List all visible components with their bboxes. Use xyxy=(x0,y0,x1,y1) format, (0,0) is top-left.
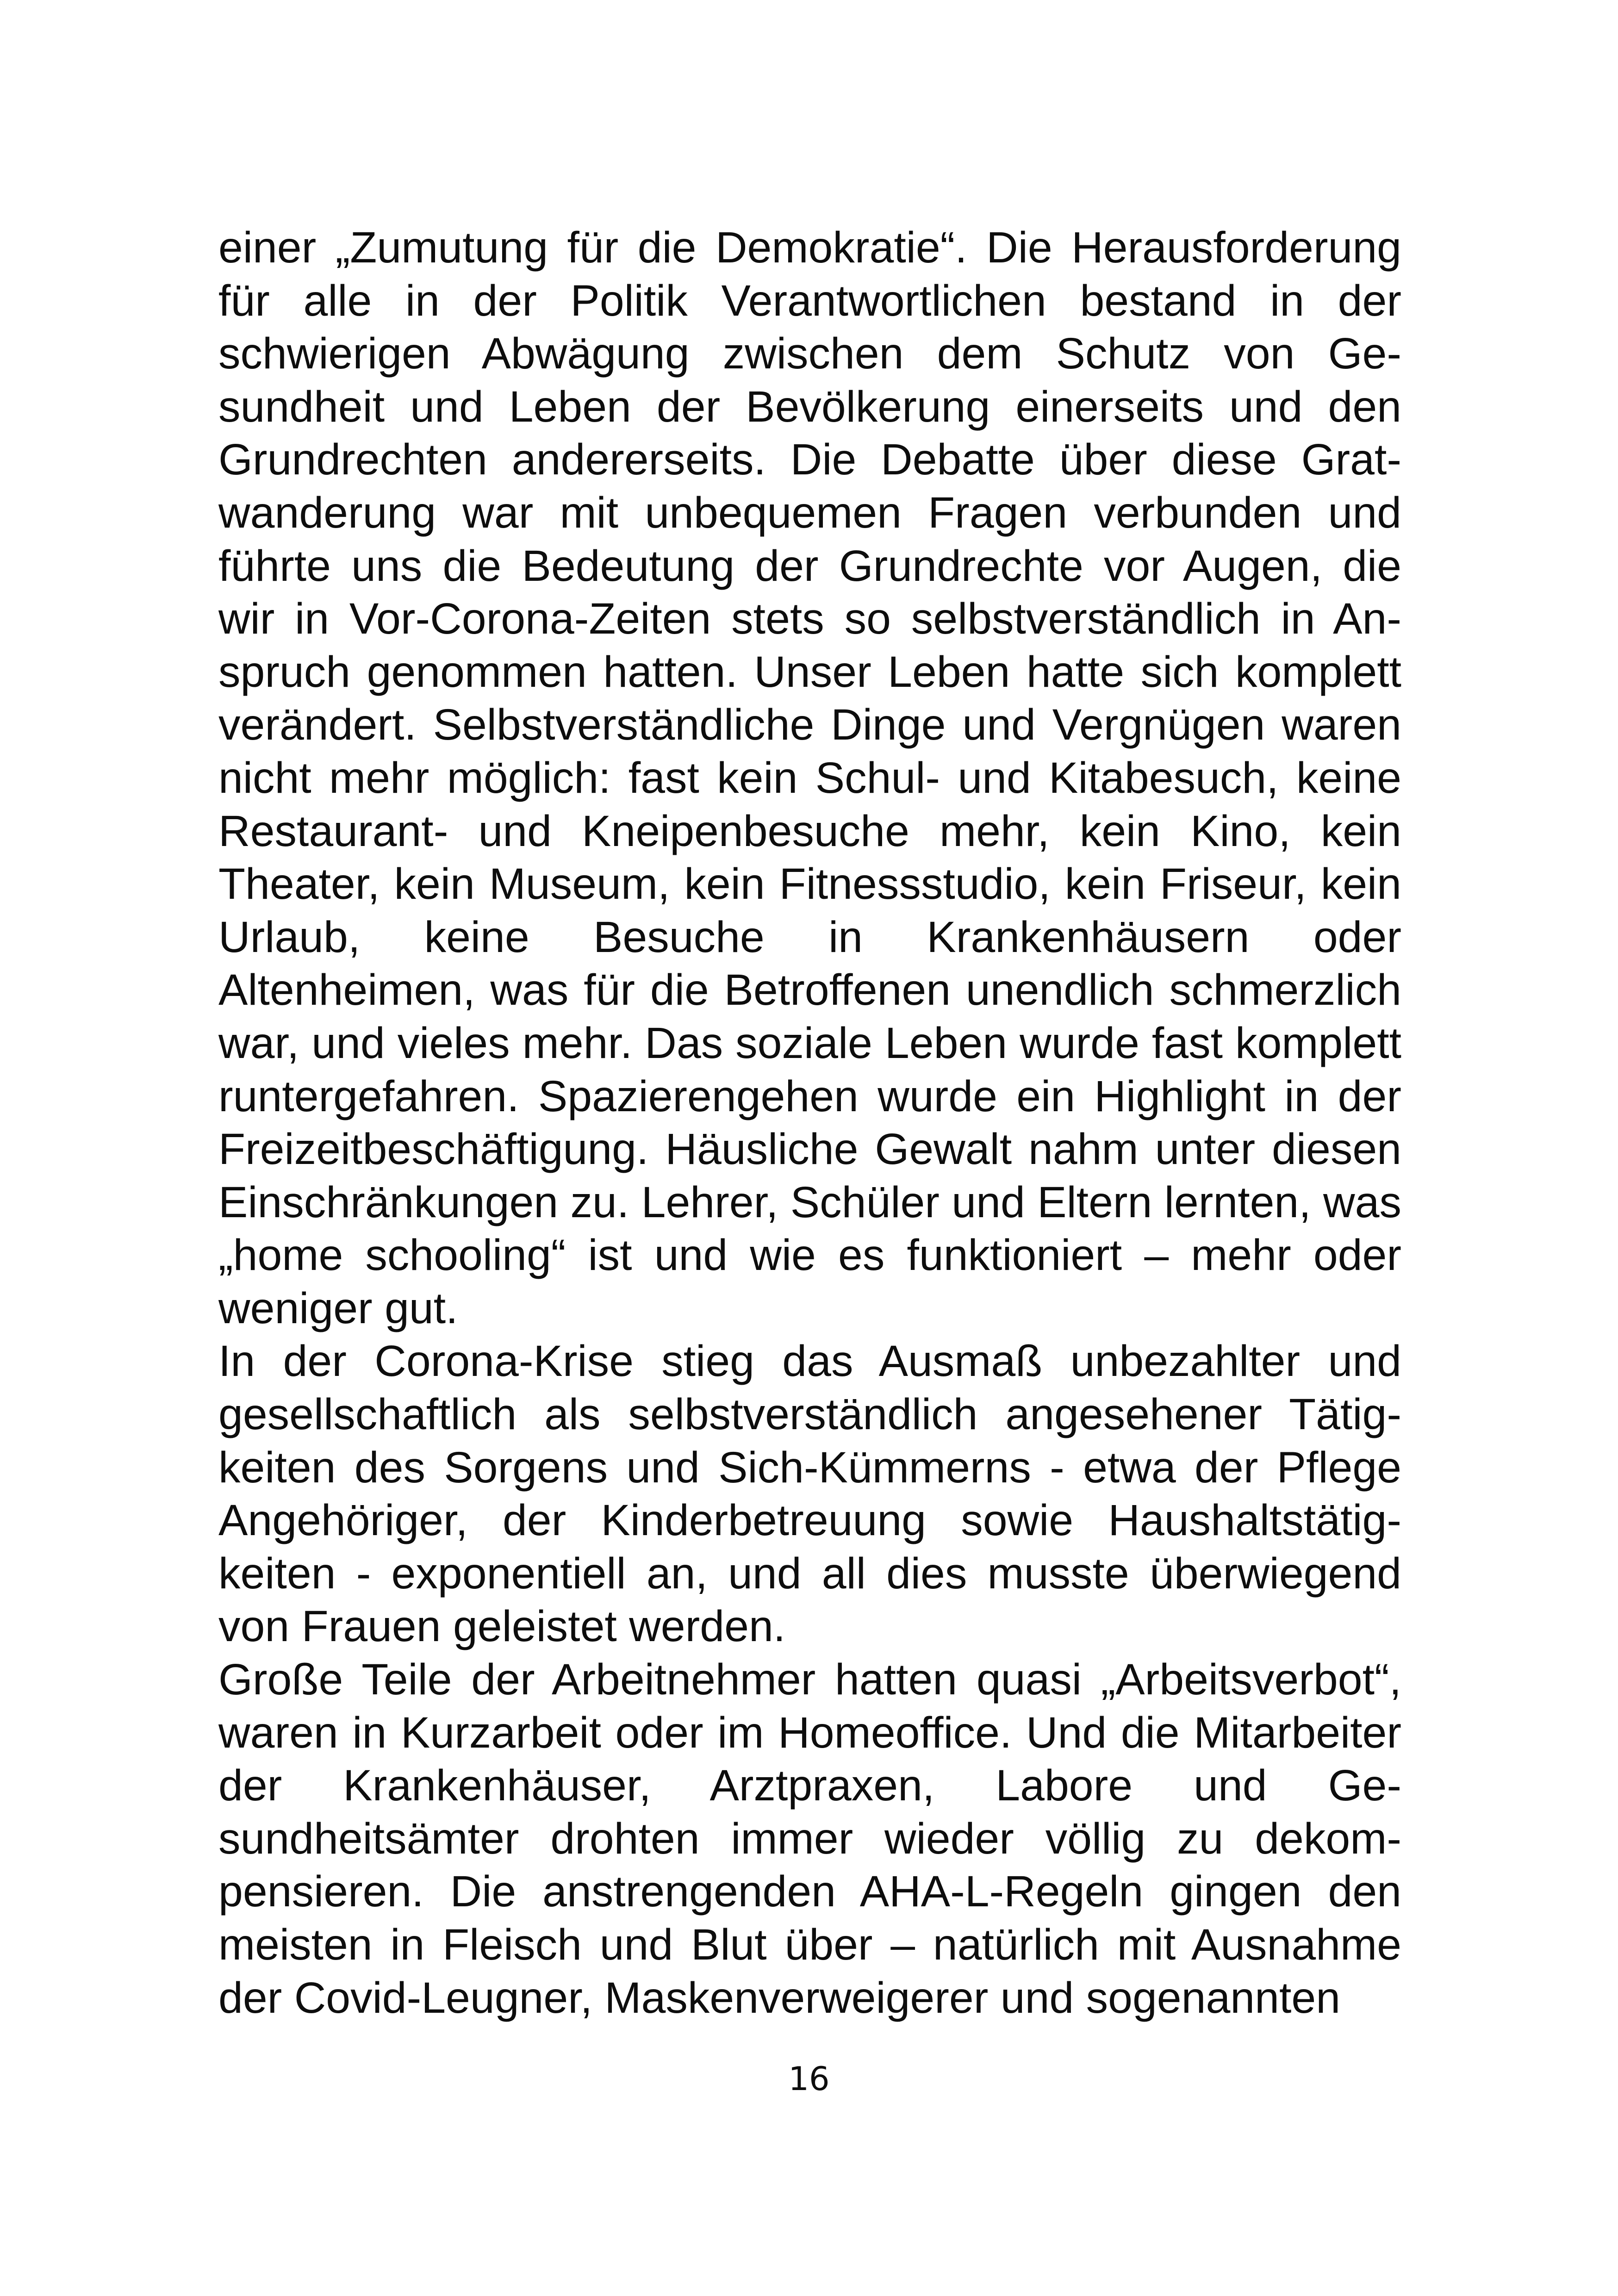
page-body xyxy=(218,221,1401,2024)
paragraph-2: In der Corona-Krise stieg das Ausmaß unbezahlter und gesellschaftlich als selbstverständlich angesehener Tätigkeiten des Sorgens und Sich-Kümmerns - etwa der Pflege Angehöriger, der Kinderbetreuung sowie Haushaltstätigkeiten - exponentiell an, und all dies musste überwiegend von Frauen geleistet werden. xyxy=(218,1337,1401,1651)
paragraph-3: Große Teile der Arbeitnehmer hatten quasi „Arbeitsverbot“, waren in Kurzarbeit oder im Homeoffice. Und die Mitarbeiter der Krankenhäuser, Arztpraxen, Labore und Gesundheitsämter drohten immer wieder völlig zu dekompensieren. Die anstrengenden AHA-L-Regeln gingen den meisten in Fleisch und Blut über – natürlich mit Ausnahme der Covid-Leugner, Maskenverweigerer und sogenannten xyxy=(218,1655,1401,2022)
paragraph-1: einer „Zumutung für die Demokratie“. Die Herausforderung für alle in der Politik Verantwortlichen bestand in der schwierigen Abwägung zwischen dem Schutz von Gesundheit und Leben der Bevölkerung einerseits und den Grundrechten andererseits. Die Debatte über diese Gratwanderung war mit unbequemen Fragen verbunden und führte uns die Bedeutung der Grundrechte vor Augen, die wir in Vor-Corona-Zeiten stets so selbstverständlich in Anspruch genommen hatten. Unser Leben hatte sich komplett verändert. Selbstverständliche Dinge und Vergnügen waren nicht mehr möglich: fast kein Schul- und Kitabesuch, keine Restaurant- und Kneipenbesuche mehr, kein Kino, kein Theater, kein Museum, kein Fitnessstudio, kein Friseur, kein Urlaub, keine Besuche in Krankenhäusern oder Altenheimen, was für die Betroffenen unendlich schmerzlich war, und vieles mehr. Das soziale Leben wurde fast komplett runtergefahren. Spazierengehen wurde ein Highlight in der Freizeitbeschäftigung. Häusliche Gewalt nahm unter diesen Einschränkungen zu. Lehrer, Schüler und Eltern lernten, was „home schooling“ ist und wie es funktioniert – mehr oder weniger gut. xyxy=(218,223,1401,1333)
page-number: 16 xyxy=(788,2060,830,2098)
